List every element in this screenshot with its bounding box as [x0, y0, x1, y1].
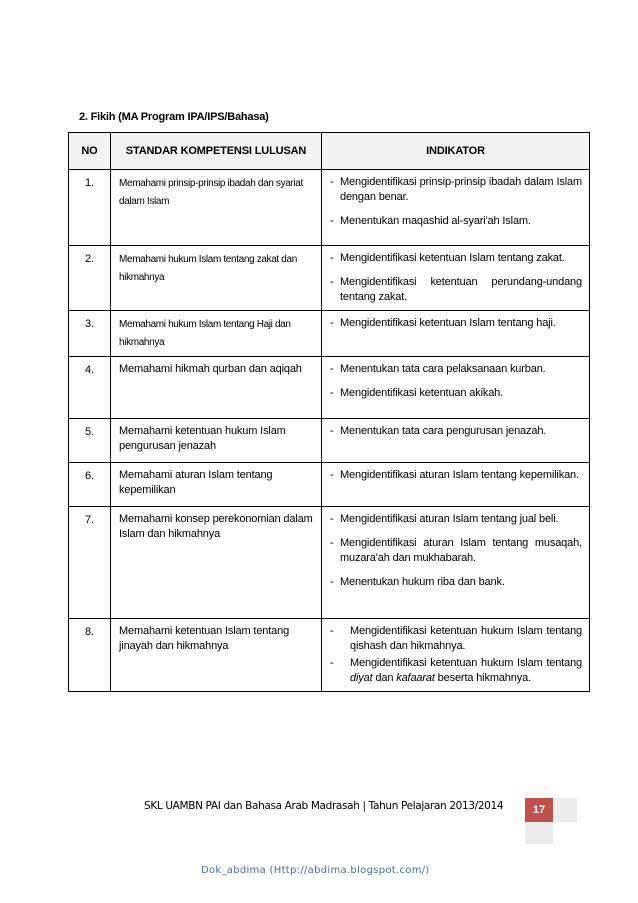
- indikator-cell: [322, 357, 590, 419]
- table-row: [69, 170, 590, 246]
- skl-table: [68, 132, 590, 692]
- table-row: [69, 357, 590, 419]
- indikator-cell: [322, 311, 590, 357]
- indikator-item: - Mengidentifikasi aturan Islam tentang jual beli.: [330, 512, 582, 527]
- table-row: [69, 463, 590, 507]
- row-number: 2.: [69, 246, 111, 311]
- indikator-cell: [322, 246, 590, 311]
- standar-kompetensi-cell: Memahami ketentuan hukum Islam pengurusan jenazah: [111, 419, 322, 463]
- indikator-text: Mengidentifikasi ketentuan Islam tentang haji.: [340, 317, 556, 329]
- indikator-text: Mengidentifikasi ketentuan perundang-undang tentang zakat.: [340, 276, 582, 303]
- indikator-cell: [322, 419, 590, 463]
- standar-kompetensi-cell: Memahami aturan Islam tentang kepemilikan: [111, 463, 322, 507]
- indikator-item: - Mengidentifikasi ketentuan akikah.: [330, 386, 582, 401]
- indikator-text: Mengidentifikasi aturan Islam tentang kepemilikan.: [340, 469, 579, 481]
- indikator-text: Menentukan hukum riba dan bank.: [340, 576, 505, 588]
- standar-kompetensi-cell: Memahami konsep perekonomian dalam Islam dan hikmahnya: [111, 507, 322, 619]
- indikator-cell: [322, 507, 590, 619]
- standar-kompetensi-cell: Memahami ketentuan Islam tentang jinayah dan hikmahnya: [111, 619, 322, 692]
- table-row: [69, 419, 590, 463]
- indikator-item: - Mengidentifikasi aturan Islam tentang kepemilikan.: [330, 468, 582, 483]
- indikator-item: - Menentukan maqashid al-syari'ah Islam.: [330, 214, 582, 229]
- indikator-text: Mengidentifikasi ketentuan hukum Islam tentang qishash dan hikmahnya.: [350, 625, 582, 652]
- section-title: 2. Fikih (MA Program IPA/IPS/Bahasa): [79, 111, 269, 123]
- indikator-item: - Mengidentifikasi ketentuan Islam tentang zakat.: [330, 251, 582, 266]
- page-number-badge: 17: [525, 798, 553, 822]
- indikator-text: Mengidentifikasi ketentuan Islam tentang zakat.: [340, 252, 565, 264]
- footer-decoration-square: [553, 798, 577, 822]
- indikator-text: Menentukan tata cara pelaksanaan kurban.: [340, 363, 546, 375]
- indikator-text: Mengidentifikasi prinsip-prinsip ibadah dalam Islam dengan benar.: [340, 176, 582, 203]
- indikator-item: - Mengidentifikasi ketentuan Islam tentang haji.: [330, 316, 582, 331]
- indikator-text: Menentukan maqashid al-syari'ah Islam.: [340, 215, 531, 227]
- indikator-item: - Menentukan hukum riba dan bank.: [330, 575, 582, 590]
- footer-text: SKL UAMBN PAI dan Bahasa Arab Madrasah | Tahun Pelajaran 2013/2014: [144, 800, 504, 812]
- indikator-cell: [322, 619, 590, 692]
- table-row: [69, 619, 590, 692]
- indikator-item: - Mengidentifikasi aturan Islam tentang musaqah, muzara'ah dan mukhabarah.: [330, 537, 582, 564]
- indikator-text: Mengidentifikasi ketentuan akikah.: [340, 387, 504, 399]
- header-standar-kompetensi: STANDAR KOMPETENSI LULUSAN: [111, 133, 322, 170]
- indikator-cell: [322, 170, 590, 246]
- standar-kompetensi-cell: Memahami hukum Islam tentang zakat dan hikmahnya: [111, 246, 322, 311]
- standar-kompetensi-cell: Memahami hikmah qurban dan aqiqah: [111, 357, 322, 419]
- row-number: 6.: [69, 463, 111, 507]
- standar-kompetensi-cell: Memahami prinsip-prinsip ibadah dan syariat dalam Islam: [111, 170, 322, 246]
- table-row: [69, 311, 590, 357]
- row-number: 8.: [69, 619, 111, 692]
- table-row: [69, 246, 590, 311]
- row-number: 3.: [69, 311, 111, 357]
- indikator-item: - Mengidentifikasi prinsip-prinsip ibadah dalam Islam dengan benar.: [330, 176, 582, 203]
- header-no: NO: [69, 133, 111, 170]
- indikator-item: - Mengidentifikasi ketentuan hukum Islam tentang diyat dan kafaarat beserta hikmahnya.: [330, 657, 582, 684]
- indikator-text: Mengidentifikasi aturan Islam tentang jual beli.: [340, 513, 559, 525]
- table-header-row: [69, 133, 590, 170]
- indikator-item: - Menentukan tata cara pelaksanaan kurban.: [330, 362, 582, 377]
- indikator-text: Mengidentifikasi aturan Islam tentang musaqah, muzara'ah dan mukhabarah.: [340, 537, 582, 564]
- table-body: [69, 170, 590, 692]
- footer-decoration-square: [525, 822, 553, 844]
- standar-kompetensi-cell: Memahami hukum Islam tentang Haji dan hikmahnya: [111, 311, 322, 357]
- indikator-item: - Mengidentifikasi ketentuan hukum Islam tentang qishash dan hikmahnya.: [330, 625, 582, 652]
- indikator-cell: [322, 463, 590, 507]
- footer-credit: Dok_abdima (Http://abdima.blogspot.com/): [201, 865, 430, 876]
- indikator-item: - Menentukan tata cara pengurusan jenazah.: [330, 424, 582, 439]
- row-number: 5.: [69, 419, 111, 463]
- indikator-item: - Mengidentifikasi ketentuan perundang-undang tentang zakat.: [330, 276, 582, 303]
- table-row: [69, 507, 590, 619]
- row-number: 4.: [69, 357, 111, 419]
- row-number: 1.: [69, 170, 111, 246]
- indikator-text: Mengidentifikasi ketentuan hukum Islam tentang diyat dan kafaarat beserta hikmahnya.: [350, 657, 582, 684]
- row-number: 7.: [69, 507, 111, 619]
- header-indikator: INDIKATOR: [322, 133, 590, 170]
- indikator-text: Menentukan tata cara pengurusan jenazah.: [340, 425, 547, 437]
